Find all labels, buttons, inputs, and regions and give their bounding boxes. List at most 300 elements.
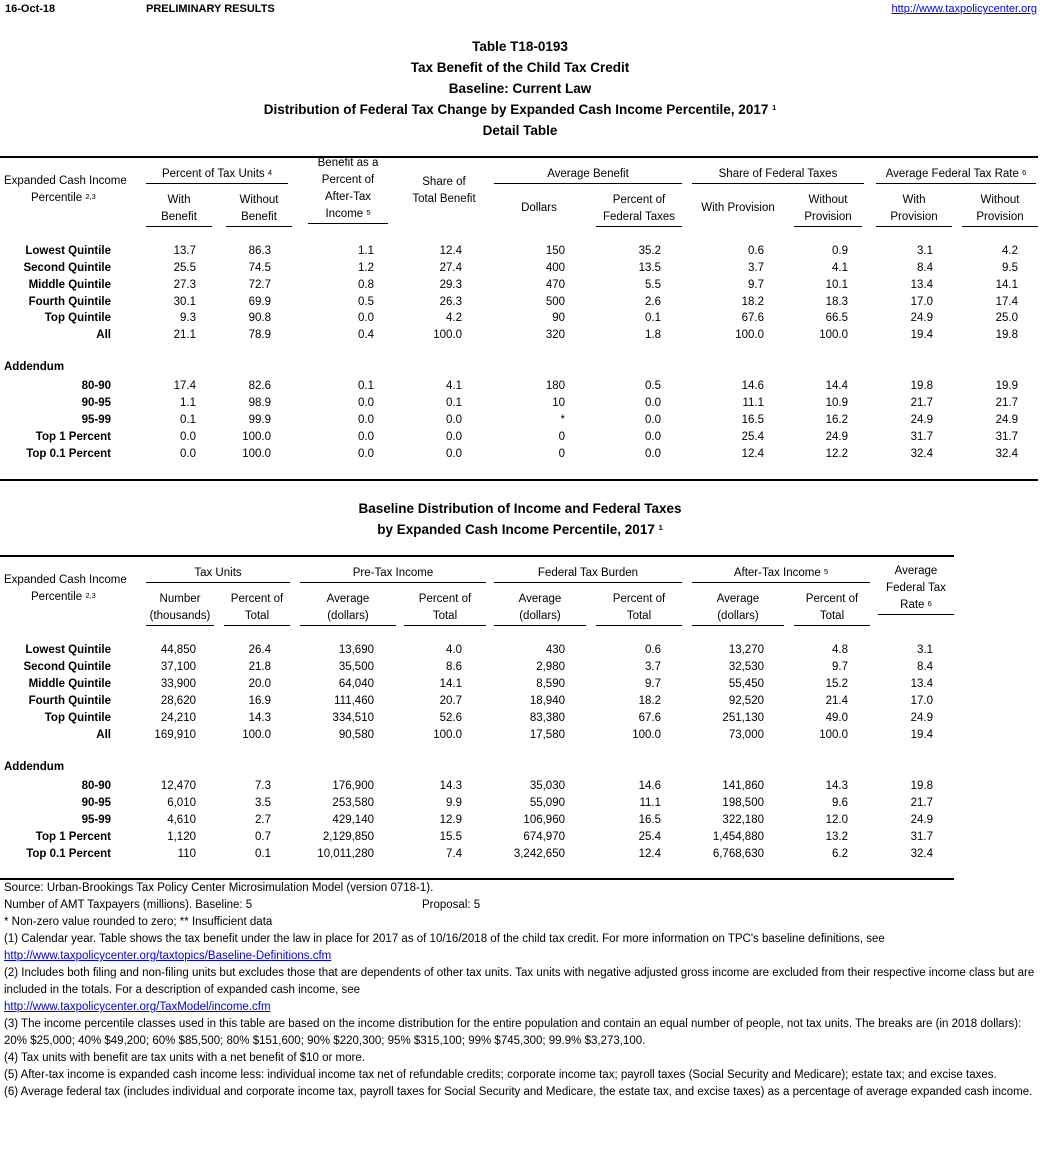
table-cell: 20.0	[248, 678, 271, 690]
table-cell: 0.1	[180, 414, 196, 426]
table-subject: Tax Benefit of the Child Tax Credit	[410, 60, 630, 75]
table-cell: 0.8	[358, 279, 374, 291]
table-cell: 31.7	[910, 831, 933, 843]
table-cell: 6,768,630	[712, 848, 764, 860]
table-cell: 1,454,880	[712, 831, 764, 843]
table-cell: 66.5	[825, 312, 848, 324]
table-cell: 18.3	[825, 296, 848, 308]
footnote-amt: Number of AMT Taxpayers (millions). Baseline: 5 Proposal: 5	[4, 899, 481, 911]
table-cell: 25.5	[173, 262, 196, 274]
table-cell: 0.0	[358, 431, 374, 443]
table-cell: 78.9	[248, 329, 271, 341]
table-cell: 10	[552, 397, 565, 409]
row-label: 95-99	[81, 414, 111, 426]
table-cell: 0	[558, 431, 565, 443]
t2-aftertax-avg-header: Average (dollars)	[692, 591, 784, 626]
row-label: Top Quintile	[44, 712, 111, 724]
table-cell: 25.4	[638, 831, 661, 843]
table-cell: 52.6	[439, 712, 462, 724]
table-cell: 8.6	[446, 661, 462, 673]
table-titles	[0, 36, 1040, 141]
table-cell: 0.4	[358, 329, 374, 341]
table-row	[0, 795, 1040, 812]
table-cell: 13.5	[638, 262, 661, 274]
table-cell: 17.4	[995, 296, 1018, 308]
table-cell: 21.7	[995, 397, 1018, 409]
table-cell: 98.9	[248, 397, 271, 409]
table-cell: 32,530	[728, 661, 764, 673]
table2-subtitle: by Expanded Cash Income Percentile, 2017 $^1$	[377, 522, 663, 537]
table-cell: 3.7	[645, 661, 661, 673]
table-cell: 10.1	[825, 279, 848, 291]
row-label: Second Quintile	[23, 661, 111, 673]
table-cell: 18.2	[638, 695, 661, 707]
table-cell: 12,470	[160, 780, 196, 792]
table-cell: 16.9	[248, 695, 271, 707]
table-cell: 90	[552, 312, 565, 324]
table-cell: 1,120	[167, 831, 196, 843]
table-cell: 100.0	[819, 729, 848, 741]
t2-number-header: Number (thousands)	[146, 591, 214, 626]
row-label: 95-99	[81, 814, 111, 826]
t2-aftertax-pct-header: Percent of Total	[794, 591, 870, 626]
row-label: Top 0.1 Percent	[26, 448, 111, 460]
table-cell: 100.0	[242, 431, 271, 443]
table-cell: 111,460	[334, 695, 374, 707]
table-cell: 24.9	[910, 414, 933, 426]
t2-pretax-avg-header: Average (dollars)	[300, 591, 396, 626]
row-label: Fourth Quintile	[28, 695, 111, 707]
table-cell: 1.2	[358, 262, 374, 274]
table-cell: 13.4	[910, 279, 933, 291]
table-row	[0, 693, 1040, 710]
table-cell: 0.1	[358, 380, 374, 392]
table-cell: 15.5	[439, 831, 462, 843]
table-cell: 32.4	[995, 448, 1018, 460]
table-cell: 12.4	[439, 245, 462, 257]
table-cell: 19.4	[910, 329, 933, 341]
table-cell: 19.8	[995, 329, 1018, 341]
table-cell: 0.0	[358, 414, 374, 426]
table-row	[0, 778, 1040, 795]
table-cell: 26.4	[248, 644, 271, 656]
row-label: Top 0.1 Percent	[26, 848, 111, 860]
table-cell: 72.7	[248, 279, 271, 291]
row-label: Top 1 Percent	[35, 431, 111, 443]
table-cell: 0.0	[446, 431, 462, 443]
table-cell: 67.6	[638, 712, 661, 724]
table-row	[0, 327, 1040, 344]
table-cell: 90.8	[248, 312, 271, 324]
t1-addendum-label: Addendum	[4, 361, 65, 373]
table-cell: 253,580	[332, 797, 374, 809]
table-cell: 55,450	[728, 678, 764, 690]
table-cell: 0.1	[446, 397, 462, 409]
table-cell: 9.6	[832, 797, 848, 809]
table-cell: 12.4	[741, 448, 764, 460]
table-cell: 19.9	[995, 380, 1018, 392]
table-row	[0, 676, 1040, 693]
table-cell: 1.1	[358, 245, 374, 257]
table-row	[0, 446, 1040, 463]
t1-share-fed-header: Share of Federal Taxes	[692, 166, 864, 184]
table-cell: 100.0	[632, 729, 661, 741]
table-cell: 21.1	[173, 329, 196, 341]
table-cell: 2,980	[536, 661, 565, 673]
table1-bottom-rule	[0, 479, 1038, 481]
table-cell: 141,860	[722, 780, 764, 792]
footnote-4: (4) Tax units with benefit are tax units with a net benefit of $10 or more.	[4, 1052, 365, 1064]
row-label: Middle Quintile	[28, 279, 111, 291]
table-cell: 2.6	[645, 296, 661, 308]
table-row	[0, 429, 1040, 446]
table-cell: 7.4	[446, 848, 462, 860]
t1-pct-units-header: Percent of Tax Units $^4$	[146, 166, 288, 184]
t1-avg-benefit-header: Average Benefit	[494, 166, 682, 184]
table-cell: 19.8	[910, 780, 933, 792]
table-row	[0, 659, 1040, 676]
table-cell: 7.3	[255, 780, 271, 792]
table-cell: 0.7	[255, 831, 271, 843]
t1-benefit-pct-header: Benefit as a Percent of After-Tax Income $^5$	[308, 155, 388, 224]
table-cell: 13.2	[825, 831, 848, 843]
table-cell: 12.4	[638, 848, 661, 860]
table-cell: 4.1	[446, 380, 462, 392]
table-cell: 0	[558, 448, 565, 460]
table-cell: 0.0	[358, 448, 374, 460]
t2-row-label-header: Expanded Cash Income Percentile $^{2,3}$	[4, 574, 127, 603]
table-cell: 20.7	[439, 695, 462, 707]
table-cell: 37,100	[160, 661, 196, 673]
table-cell: 35.2	[638, 245, 661, 257]
table-cell: 8.4	[917, 661, 933, 673]
table-cell: 100.0	[735, 329, 764, 341]
t2-units-pct-header: Percent of Total	[224, 591, 290, 626]
table-cell: 6.2	[832, 848, 848, 860]
table-row	[0, 412, 1040, 429]
table-cell: 0.0	[446, 414, 462, 426]
table-cell: 430	[545, 644, 565, 656]
table-cell: 83,380	[529, 712, 565, 724]
table-cell: 4.2	[446, 312, 462, 324]
table-cell: 21.7	[910, 397, 933, 409]
t1-pct-fed-header: Percent of Federal Taxes	[596, 192, 682, 227]
table-cell: 0.5	[645, 380, 661, 392]
table-cell: 27.4	[439, 262, 462, 274]
table-cell: 3.1	[917, 245, 933, 257]
table-cell: 2,129,850	[322, 831, 374, 843]
table-cell: 13.7	[173, 245, 196, 257]
table-cell: 86.3	[248, 245, 271, 257]
table-cell: 100.0	[242, 729, 271, 741]
table-cell: 18.2	[741, 296, 764, 308]
tpc-link[interactable]: http://www.taxpolicycenter.org	[891, 3, 1037, 15]
table-cell: 1.1	[180, 397, 196, 409]
table-cell: 14.4	[825, 380, 848, 392]
table-cell: 55,090	[529, 797, 565, 809]
footnote-2: (2) Includes both filing and non-filing units but excludes those that are dependents of other tax units. Tax units with negative adjusted gross income are excluded from their respective income class but are included in the totals. For a description of expanded cash income, see	[4, 967, 1035, 996]
table-cell: 30.1	[173, 296, 196, 308]
table-cell: 320	[545, 329, 565, 341]
table-cell: 9.7	[832, 661, 848, 673]
table-cell: 3.1	[917, 644, 933, 656]
table-cell: 0.0	[645, 397, 661, 409]
table-cell: 31.7	[995, 431, 1018, 443]
table-cell: 67.6	[741, 312, 764, 324]
table-cell: 13,270	[728, 644, 764, 656]
table-cell: 9.7	[748, 279, 764, 291]
row-label: Top 1 Percent	[35, 831, 111, 843]
table-cell: *	[560, 414, 565, 426]
table-cell: 69.9	[248, 296, 271, 308]
table-detail-label: Detail Table	[482, 123, 558, 138]
table-cell: 13,690	[338, 644, 374, 656]
row-label: All	[96, 329, 111, 341]
table-cell: 429,140	[332, 814, 374, 826]
table-cell: 18,940	[529, 695, 565, 707]
baseline-definitions-link[interactable]: http://www.taxpolicycenter.org/taxtopics/Baseline-Definitions.cfm	[4, 950, 332, 962]
income-definition-link[interactable]: http://www.taxpolicycenter.org/TaxModel/income.cfm	[4, 1001, 271, 1013]
table-cell: 44,850	[160, 644, 196, 656]
table-cell: 12.2	[825, 448, 848, 460]
table-cell: 14.3	[248, 712, 271, 724]
table-cell: 15.2	[825, 678, 848, 690]
table-cell: 24.9	[910, 312, 933, 324]
t1-avg-rate-header: Average Federal Tax Rate $^6$	[876, 166, 1036, 184]
table1-top-rule	[0, 156, 1038, 158]
table-cell: 10.9	[825, 397, 848, 409]
table-row	[0, 294, 1040, 311]
table-row	[0, 277, 1040, 294]
table-cell: 74.5	[248, 262, 271, 274]
table-row	[0, 310, 1040, 327]
table-cell: 3.5	[255, 797, 271, 809]
table-cell: 400	[545, 262, 565, 274]
table-cell: 6,010	[167, 797, 196, 809]
table-cell: 31.7	[910, 431, 933, 443]
table-cell: 16.2	[825, 414, 848, 426]
table-cell: 100.0	[433, 329, 462, 341]
table-cell: 49.0	[825, 712, 848, 724]
table-cell: 90,580	[338, 729, 374, 741]
table-description: Distribution of Federal Tax Change by Expanded Cash Income Percentile, 2017 $^1$	[263, 102, 777, 117]
row-label: Lowest Quintile	[25, 644, 111, 656]
table-cell: 1.8	[645, 329, 661, 341]
table-cell: 32.4	[910, 448, 933, 460]
table-cell: 9.5	[1002, 262, 1018, 274]
row-label: 80-90	[81, 780, 111, 792]
report-date: 16-Oct-18	[5, 3, 56, 15]
table-cell: 11.1	[742, 397, 764, 409]
table-cell: 14.1	[995, 279, 1018, 291]
table-cell: 19.4	[910, 729, 933, 741]
t1-rate-with-header: With Provision	[876, 192, 952, 227]
table-cell: 0.5	[358, 296, 374, 308]
table-cell: 176,900	[332, 780, 374, 792]
top-bar	[5, 3, 1037, 17]
row-label: 80-90	[81, 380, 111, 392]
table-cell: 25.4	[741, 431, 764, 443]
table-cell: 14.6	[741, 380, 764, 392]
table-cell: 28,620	[160, 695, 196, 707]
footnote-5: (5) After-tax income is expanded cash income less: individual income tax net of refundable credits; corporate income tax; payroll taxes (Social Security and Medicare); estate tax; and excise taxes.	[4, 1069, 997, 1081]
row-label: All	[96, 729, 111, 741]
table-cell: 14.6	[638, 780, 661, 792]
t1-share-total-header: Share of Total Benefit	[412, 176, 476, 205]
table-row	[0, 829, 1040, 846]
table-cell: 5.5	[645, 279, 661, 291]
table-cell: 0.0	[180, 431, 196, 443]
table-row	[0, 243, 1040, 260]
table-cell: 14.1	[439, 678, 462, 690]
table-cell: 17.4	[173, 380, 196, 392]
t2-avg-rate-header: Average Federal Tax Rate $^6$	[878, 563, 954, 615]
t2-aftertax-header: After-Tax Income $^5$	[692, 565, 870, 583]
t1-without-benefit-header: Without Benefit	[226, 192, 292, 227]
table-cell: 0.1	[255, 848, 271, 860]
table-cell: 25.0	[995, 312, 1018, 324]
table-cell: 13.4	[910, 678, 933, 690]
table-cell: 35,500	[338, 661, 374, 673]
table-cell: 19.8	[910, 380, 933, 392]
row-label: Second Quintile	[23, 262, 111, 274]
table-row	[0, 642, 1040, 659]
t1-without-prov-header: Without Provision	[794, 192, 862, 227]
table-cell: 27.3	[173, 279, 196, 291]
row-label: Lowest Quintile	[25, 245, 111, 257]
table-cell: 4.0	[446, 644, 462, 656]
t2-tax-units-header: Tax Units	[146, 565, 290, 583]
table-cell: 0.6	[748, 245, 764, 257]
table-cell: 180	[545, 380, 565, 392]
table-cell: 9.3	[180, 312, 196, 324]
row-label: Middle Quintile	[28, 678, 111, 690]
table-cell: 17.0	[910, 695, 933, 707]
table-cell: 0.0	[180, 448, 196, 460]
table-cell: 24.9	[910, 712, 933, 724]
table-cell: 12.0	[825, 814, 848, 826]
table-cell: 674,970	[523, 831, 565, 843]
table-cell: 21.4	[825, 695, 848, 707]
t1-rate-without-header: Without Provision	[962, 192, 1038, 227]
table-row	[0, 846, 1040, 863]
table-row	[0, 812, 1040, 829]
table-cell: 4,610	[167, 814, 196, 826]
table-cell: 64,040	[338, 678, 374, 690]
table-cell: 9.9	[446, 797, 462, 809]
table-cell: 110	[177, 848, 196, 860]
table-cell: 0.0	[645, 431, 661, 443]
table-cell: 106,960	[523, 814, 565, 826]
row-label: 90-95	[81, 397, 111, 409]
table-row	[0, 710, 1040, 727]
table-cell: 33,900	[160, 678, 196, 690]
table-cell: 3,242,650	[513, 848, 565, 860]
table-cell: 4.2	[1002, 245, 1018, 257]
table-cell: 169,910	[154, 729, 196, 741]
table-row	[0, 378, 1040, 395]
table-cell: 92,520	[728, 695, 764, 707]
table-cell: 17.0	[910, 296, 933, 308]
table-cell: 0.0	[358, 397, 374, 409]
table-cell: 4.8	[832, 644, 848, 656]
table-cell: 0.1	[645, 312, 661, 324]
table-cell: 16.5	[741, 414, 764, 426]
table-cell: 0.6	[645, 644, 661, 656]
table2-titles	[0, 498, 1040, 540]
table-cell: 100.0	[819, 329, 848, 341]
footnote-1: (1) Calendar year. Table shows the tax benefit under the law in place for 2017 as of 10/16/2018 of the child tax credit. For more information on TPC's baseline definitions, see	[4, 933, 885, 945]
table-cell: 16.5	[638, 814, 661, 826]
table-cell: 82.6	[248, 380, 271, 392]
table-cell: 14.3	[825, 780, 848, 792]
t2-burden-avg-header: Average (dollars)	[494, 591, 586, 626]
table-cell: 470	[545, 279, 565, 291]
table-cell: 29.3	[439, 279, 462, 291]
table-cell: 0.0	[358, 312, 374, 324]
table-cell: 322,180	[722, 814, 764, 826]
table-cell: 35,030	[529, 780, 565, 792]
t2-pretax-pct-header: Percent of Total	[404, 591, 486, 626]
table-cell: 24.9	[995, 414, 1018, 426]
table-cell: 9.7	[645, 678, 661, 690]
t1-with-prov-header: With Provision	[701, 202, 775, 214]
footnotes	[4, 880, 1038, 1101]
table-cell: 24.9	[825, 431, 848, 443]
table-row	[0, 260, 1040, 277]
table-cell: 14.3	[439, 780, 462, 792]
table-cell: 500	[545, 296, 565, 308]
t1-row-label-header: Expanded Cash Income Percentile $^{2,3}$	[4, 175, 127, 204]
table-cell: 24.9	[910, 814, 933, 826]
table-cell: 21.8	[248, 661, 271, 673]
table-cell: 2.7	[255, 814, 271, 826]
table-cell: 26.3	[439, 296, 462, 308]
t2-addendum-label: Addendum	[4, 761, 65, 773]
table-cell: 334,510	[332, 712, 374, 724]
table-cell: 8.4	[917, 262, 933, 274]
table-cell: 21.7	[910, 797, 933, 809]
t2-burden-pct-header: Percent of Total	[596, 591, 682, 626]
table-cell: 12.9	[439, 814, 462, 826]
table-cell: 24,210	[160, 712, 196, 724]
table-cell: 0.0	[645, 414, 661, 426]
table-baseline: Baseline: Current Law	[448, 81, 592, 96]
t1-dollars-header: Dollars	[521, 202, 557, 214]
footnote-source: Source: Urban-Brookings Tax Policy Center Microsimulation Model (version 0718-1).	[4, 882, 434, 894]
table-cell: 8,590	[536, 678, 565, 690]
row-label: Top Quintile	[44, 312, 111, 324]
table-cell: 251,130	[722, 712, 764, 724]
table-cell: 99.9	[248, 414, 271, 426]
table2-top-rule	[0, 555, 954, 557]
table-number: Table T18-0193	[472, 39, 568, 54]
table-cell: 0.0	[645, 448, 661, 460]
table-row	[0, 727, 1040, 744]
footnote-6: (6) Average federal tax (includes individual and corporate income tax, payroll taxes for Social Security and Medicare, the estate tax, and excise taxes) as a percentage of average expanded cash income.	[4, 1086, 1033, 1098]
t2-fed-burden-header: Federal Tax Burden	[494, 565, 682, 583]
table-cell: 0.9	[832, 245, 848, 257]
footnote-3: (3) The income percentile classes used in this table are based on the income distribution for the entire population and contain an equal number of people, not tax units. The breaks are (in 2018 dollars): 20% $25,000; 40% $49,200; 60% $85,500; 80% $151,600; 90% $220,300; 95% $315,100; 99% $745,300; 99.9% $3,273,100.	[4, 1018, 1022, 1047]
t2-pretax-header: Pre-Tax Income	[300, 565, 486, 583]
table-cell: 17,580	[529, 729, 565, 741]
status-label: PRELIMINARY RESULTS	[146, 3, 275, 15]
row-label: Fourth Quintile	[28, 296, 111, 308]
table-cell: 10,011,280	[317, 848, 374, 860]
table-cell: 198,500	[722, 797, 764, 809]
table-cell: 4.1	[832, 262, 848, 274]
t1-with-benefit-header: With Benefit	[146, 192, 212, 227]
